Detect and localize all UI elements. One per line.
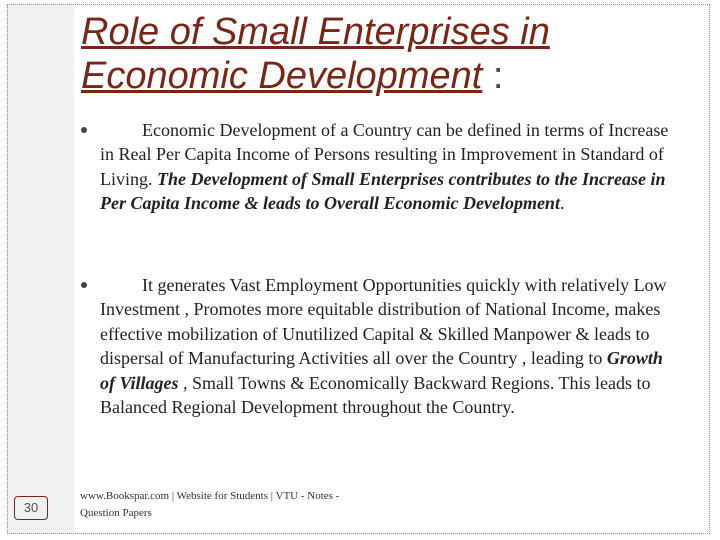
bullet-1-text-a: Economic Development of a Country can be defined in terms of Increase in Real Per Capita Income of Persons resulting in Improvement in Standard of Living. bbox=[100, 120, 669, 189]
bullet-dot-icon bbox=[81, 127, 87, 133]
footer-text: www.Bookspar.com | Website for Students | VTU - Notes - Question Papers bbox=[80, 490, 340, 519]
bullet-2 bbox=[100, 273, 680, 419]
bullet-1-text-b: . bbox=[559, 193, 565, 214]
title-colon: : bbox=[482, 55, 504, 97]
bullet-1-emphasis: The Development of Small Enterprises contributes to the Increase in Per Capita Income & leads to Overall Economic Development bbox=[100, 168, 666, 214]
slide-title bbox=[81, 10, 701, 98]
title-line-1: Role of Small Enterprises in bbox=[81, 11, 550, 53]
title-line-2: Economic Development bbox=[81, 55, 483, 97]
page-number: 30 bbox=[14, 496, 48, 520]
bullet-1 bbox=[100, 118, 680, 216]
bullet-2-text-a: It generates Vast Employment Opportunities quickly with relatively Low Investment , Promotes more equitable distribution of National Income, makes effective mobilization of Unutilized Capital & Skilled Manpower & leads to dispersal of Manufacturing Activities all over the Country , leading to bbox=[100, 275, 667, 369]
bullet-dot-icon bbox=[81, 282, 87, 288]
bullet-2-emphasis: Growth of Villages bbox=[100, 348, 663, 393]
bullet-2-text-b: , Small Towns & Economically Backward Regions. This leads to Balanced Regional Development throughout the Country. bbox=[100, 372, 651, 418]
